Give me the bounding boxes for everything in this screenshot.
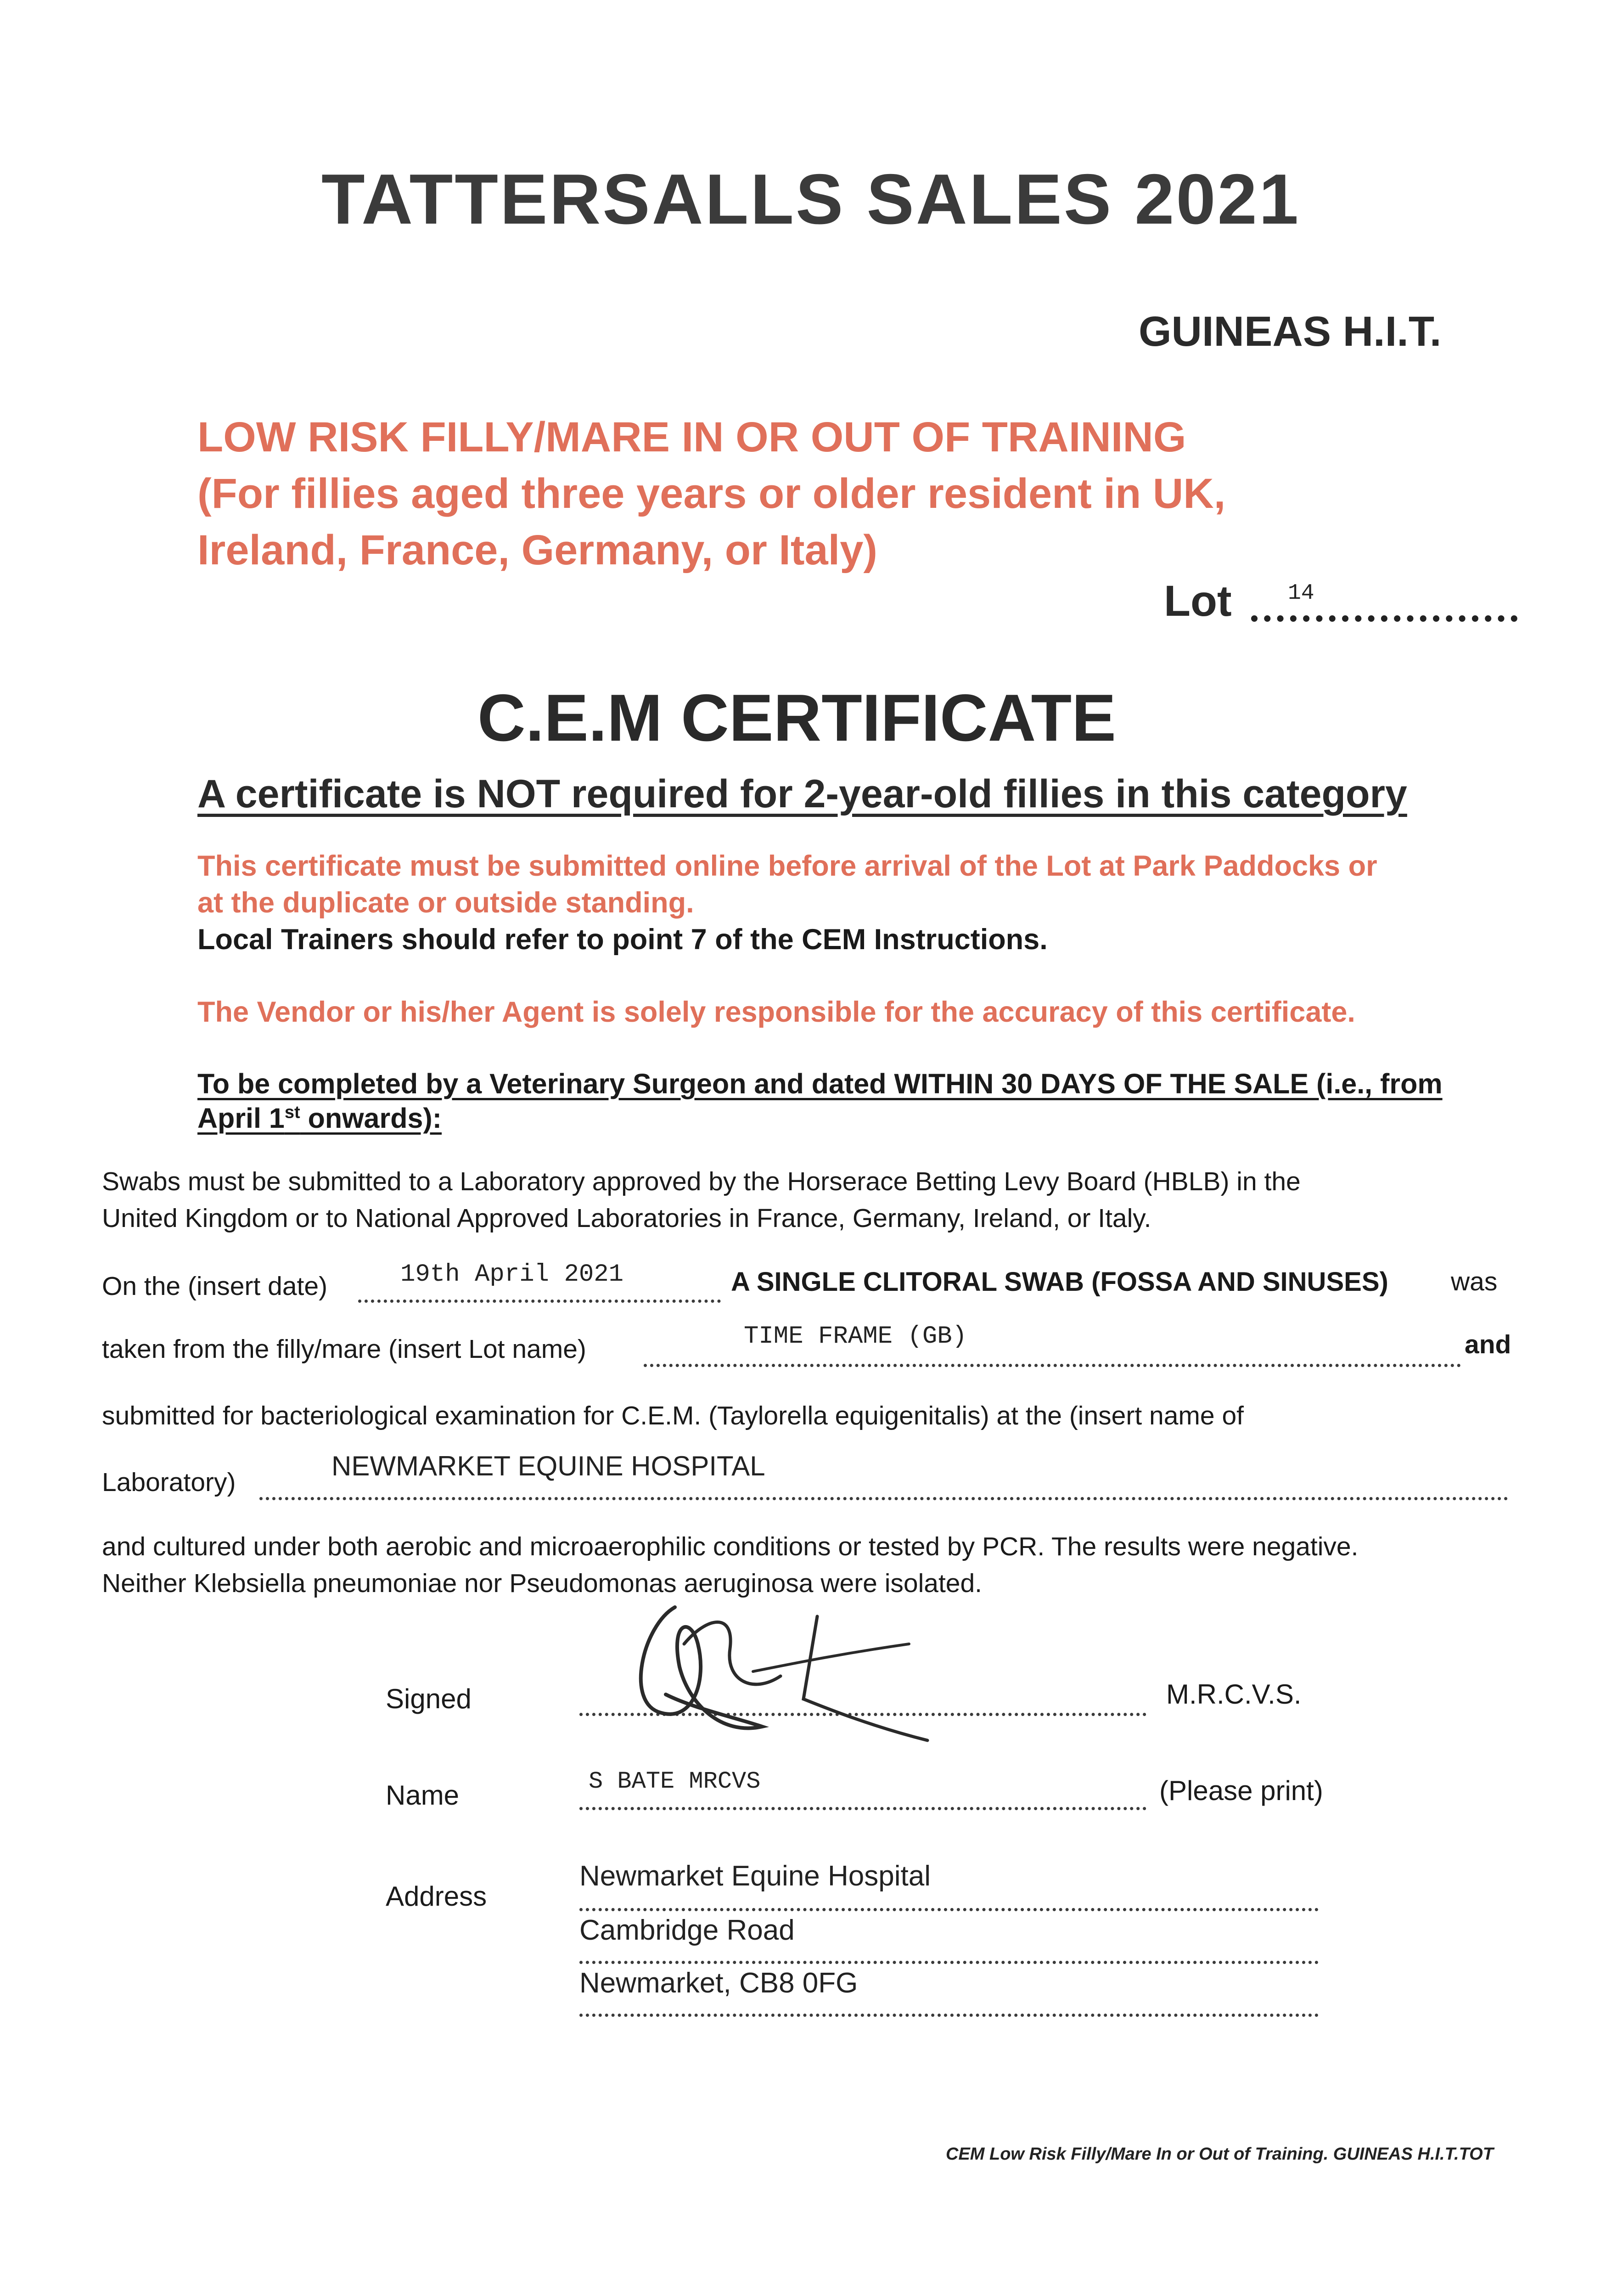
signed-label: Signed xyxy=(386,1683,472,1714)
swab-type-text: A SINGLE CLITORAL SWAB (FOSSA AND SINUSES) xyxy=(731,1267,1388,1297)
footer-reference: CEM Low Risk Filly/Mare In or Out of Training. GUINEAS H.I.T.TOT xyxy=(946,2144,1494,2164)
vet-instruction-line1: To be completed by a Veterinary Surgeon and dated WITHIN 30 DAYS OF THE SALE (i.e., from xyxy=(197,1068,1443,1099)
submit-notice-line1: This certificate must be submitted online before arrival of the Lot at Park Paddocks or xyxy=(197,850,1377,882)
date-value: 19th April 2021 xyxy=(400,1261,624,1289)
laboratory-field-line xyxy=(259,1479,1508,1500)
cultured-text-line1: and cultured under both aerobic and microaerophilic conditions or tested by PCR. The results were negative. xyxy=(102,1532,1359,1561)
name-value: S BATE MRCVS xyxy=(589,1768,761,1795)
signature-image xyxy=(615,1589,946,1754)
cultured-text-line2: Neither Klebsiella pneumoniae nor Pseudomonas aeruginosa were isolated. xyxy=(102,1569,983,1598)
was-text: was xyxy=(1451,1267,1498,1296)
sale-name: GUINEAS H.I.T. xyxy=(1139,308,1442,355)
submitted-text: submitted for bacteriological examination for C.E.M. (Taylorella equigenitalis) at the (insert name of xyxy=(102,1401,1244,1430)
category-heading-line2: (For fillies aged three years or older resident in UK, xyxy=(197,470,1226,517)
swabs-text-line2: United Kingdom or to National Approved Laboratories in France, Germany, Ireland, or Italy. xyxy=(102,1204,1151,1233)
submit-notice-line2: at the duplicate or outside standing. xyxy=(197,887,694,919)
swabs-text-line1: Swabs must be submitted to a Laboratory approved by the Horserace Betting Levy Board (HBLB) in the xyxy=(102,1167,1301,1196)
vet-instruction-line2: April 1st onwards): xyxy=(197,1103,442,1134)
address-field-line1 xyxy=(579,1890,1319,1911)
address-line1: Newmarket Equine Hospital xyxy=(579,1860,931,1892)
lot-label: Lot xyxy=(1164,577,1232,625)
laboratory-value: NEWMARKET EQUINE HOSPITAL xyxy=(331,1451,765,1481)
name-label: Name xyxy=(386,1780,460,1811)
not-required-notice: A certificate is NOT required for 2-year-old fillies in this category xyxy=(197,772,1407,816)
laboratory-prefix: Laboratory) xyxy=(102,1468,236,1497)
mrcvs-text: M.R.C.V.S. xyxy=(1166,1679,1302,1710)
local-trainers-notice: Local Trainers should refer to point 7 of the CEM Instructions. xyxy=(197,923,1048,956)
category-heading-line3: Ireland, France, Germany, or Italy) xyxy=(197,527,878,574)
document-title: TATTERSALLS SALES 2021 xyxy=(321,159,1301,239)
address-label: Address xyxy=(386,1881,487,1912)
date-prefix: On the (insert date) xyxy=(102,1272,328,1301)
certificate-title: C.E.M CERTIFICATE xyxy=(477,681,1116,755)
category-heading-line1: LOW RISK FILLY/MARE IN OR OUT OF TRAINING xyxy=(197,414,1186,461)
and-text: and xyxy=(1465,1330,1511,1359)
lot-name-value: TIME FRAME (GB) xyxy=(744,1322,967,1351)
address-line3: Newmarket, CB8 0FG xyxy=(579,1967,858,1999)
address-line2: Cambridge Road xyxy=(579,1914,795,1946)
please-print-text: (Please print) xyxy=(1159,1775,1323,1806)
vendor-responsibility-notice: The Vendor or his/her Agent is solely responsible for the accuracy of this certificate. xyxy=(197,996,1355,1028)
lot-number-value: 14 xyxy=(1288,581,1314,606)
taken-prefix: taken from the filly/mare (insert Lot name) xyxy=(102,1334,586,1364)
